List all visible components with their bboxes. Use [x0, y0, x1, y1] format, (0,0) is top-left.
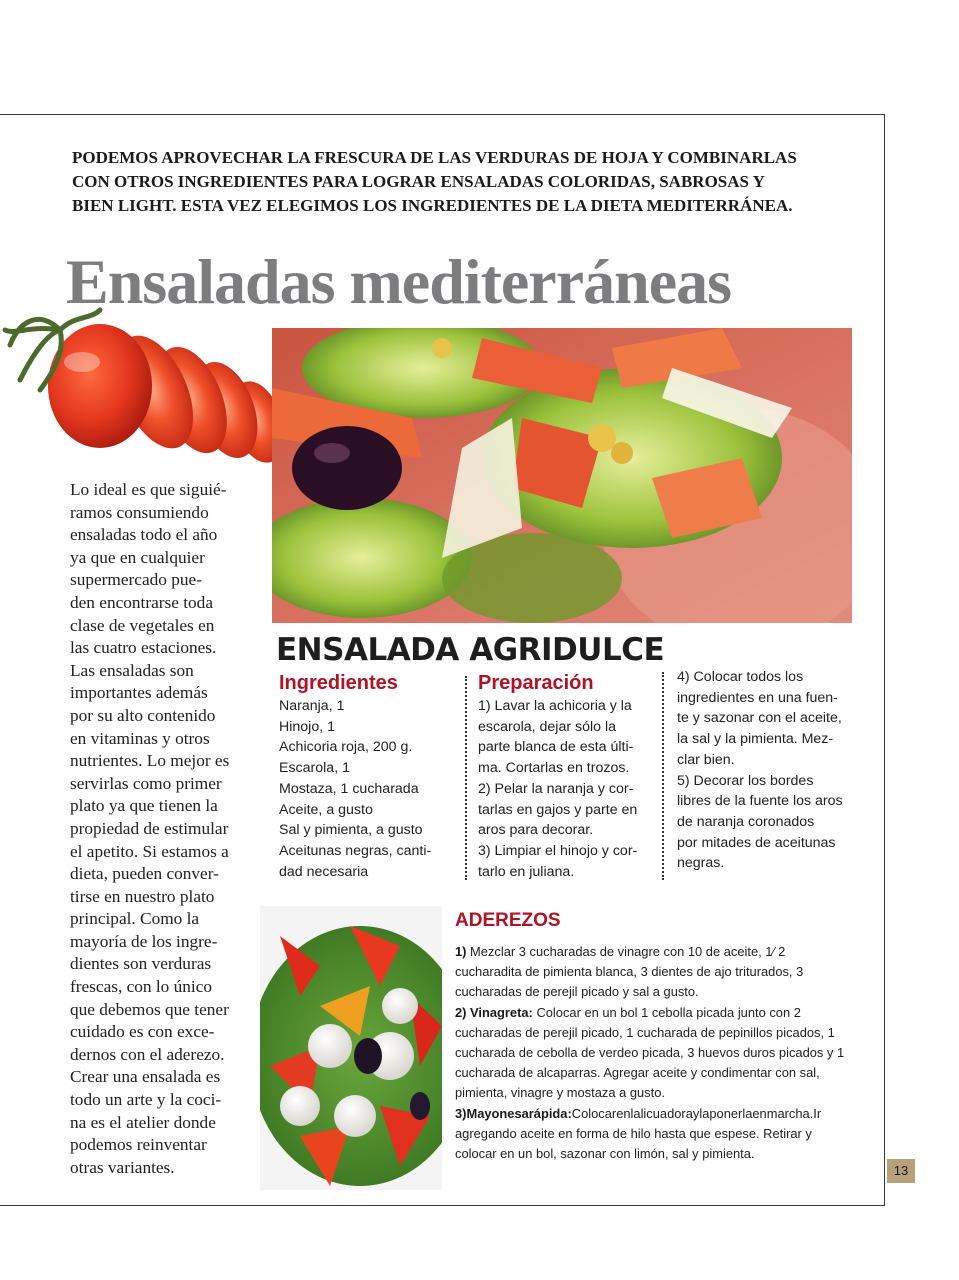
- body-line: propiedad de estimular: [70, 818, 229, 838]
- aderezo-label: 2) Vinagreta:: [455, 1004, 533, 1020]
- aderezo-label: 3)Mayonesarápida:: [455, 1105, 572, 1121]
- ingredients-list: [279, 696, 431, 882]
- body-line: Crear una ensalada es: [70, 1067, 221, 1087]
- body-line: den encontrarse toda: [70, 592, 213, 612]
- body-line: tirse en nuestro plato: [70, 886, 215, 906]
- body-line: importantes además: [70, 683, 208, 703]
- list-item: te y sazonar con el aceite,: [677, 710, 842, 727]
- list-item: tarlas en gajos y parte en: [478, 801, 638, 818]
- list-item: 1) Lavar la achicoria y la: [478, 698, 632, 714]
- list-item: por mitades de aceitunas: [677, 834, 836, 851]
- body-line: dernos con el aderezo.: [70, 1044, 225, 1064]
- body-line: las cuatro estaciones.: [70, 638, 217, 658]
- list-item: tarlo en juliana.: [478, 863, 575, 880]
- body-line: el apetito. Si estamos a: [70, 841, 229, 861]
- ingredients-heading: Ingredientes: [279, 672, 398, 694]
- aderezos-text: [455, 942, 855, 1164]
- article-body: [70, 479, 250, 1179]
- body-line: nutrientes. Lo mejor es: [70, 751, 230, 771]
- list-item: ma. Cortarlas en trozos.: [478, 760, 630, 777]
- body-line: otras variantes.: [70, 1157, 175, 1177]
- body-line: plato ya que tienen la: [70, 796, 218, 816]
- list-item: Escarola, 1: [279, 760, 350, 777]
- body-line: ensaladas todo el año: [70, 525, 218, 545]
- article-intro: PODEMOS APROVECHAR LA FRESCURA DE LAS VERDURAS DE HOJA Y COMBINARLAS CON OTROS INGREDIENTES PARA LOGRAR ENSALADAS COLORIDAS, SABROSAS Y BIEN LIGHT. ESTA VEZ ELEGIMOS LOS INGREDIENTES DE LA DIETA MEDITERRÁNEA.: [72, 148, 797, 215]
- aderezo-text: Colocar en un bol 1 cebolla picada junto con 2 cucharadas de perejil picado, 1 cucharada de pepinillos picados, 1 cucharada de cebolla de verdeo picada, 3 huevos duros picados y 1 cucharada de alcaparras. Agregar aceite y condimentar con sal, pimienta, vinagre y mostaza a gusto.: [455, 1004, 845, 1101]
- body-line: principal. Como la: [70, 909, 200, 929]
- list-item: de naranja coronados: [677, 813, 815, 830]
- body-line: ya que en cualquier: [70, 547, 205, 567]
- body-line: clase de vegetales en: [70, 615, 215, 635]
- list-item: Achicoria roja, 200 g.: [279, 739, 413, 756]
- body-line: Lo ideal es que siguié-: [70, 480, 227, 499]
- body-line: na es el atelier donde: [70, 1112, 216, 1132]
- recipe-title: ENSALADA AGRIDULCE: [276, 632, 665, 668]
- list-item: 4) Colocar todos los: [677, 669, 804, 685]
- list-item: 2) Pelar la naranja y cor-: [478, 780, 634, 797]
- list-item: Hinojo, 1: [279, 718, 335, 735]
- list-item: parte blanca de esta últi-: [478, 739, 634, 756]
- body-line: Las ensaladas son: [70, 660, 194, 680]
- body-line: cuidado es con exce-: [70, 1022, 215, 1042]
- list-item: 5) Decorar los bordes: [677, 772, 814, 789]
- list-item: Aceitunas negras, canti-: [279, 842, 432, 859]
- page-number: 13: [887, 1159, 915, 1183]
- article-title: Ensaladas mediterráneas: [66, 246, 731, 317]
- preparation-steps: [478, 696, 637, 882]
- list-item: Sal y pimienta, a gusto: [279, 822, 423, 839]
- body-line: en vitaminas y otros: [70, 728, 210, 748]
- preparation-heading: Preparación: [478, 672, 594, 694]
- aderezos-heading: ADEREZOS: [455, 910, 561, 931]
- list-item: 3) Limpiar el hinojo y cor-: [478, 842, 638, 859]
- body-line: mayoría de los ingre-: [70, 931, 218, 951]
- body-line: que debemos que tener: [70, 999, 229, 1019]
- list-item: negras.: [677, 855, 725, 872]
- body-line: ramos consumiendo: [70, 502, 209, 522]
- list-item: dad necesaria: [279, 863, 369, 880]
- salad-photo: [272, 328, 852, 623]
- list-item: la sal y la pimienta. Mez-: [677, 731, 834, 748]
- tomato-image: [0, 300, 290, 480]
- list-item: clar bien.: [677, 751, 735, 768]
- body-line: todo un arte y la coci-: [70, 1090, 222, 1110]
- body-line: supermercado pue-: [70, 570, 202, 590]
- list-item: ingredientes en una fuen-: [677, 689, 838, 706]
- list-item: escarola, dejar sólo la: [478, 718, 617, 735]
- caprese-salad-photo: [260, 906, 442, 1190]
- list-item: libres de la fuente los aros: [677, 793, 843, 810]
- column-divider: [662, 672, 664, 880]
- body-line: servirlas como primer: [70, 773, 222, 793]
- list-item: aros para decorar.: [478, 822, 594, 839]
- aderezo-label: 1): [455, 944, 467, 959]
- list-item: Mostaza, 1 cucharada: [279, 780, 419, 797]
- aderezo-text: Colocarenlalicuadoraylaponerlaenmarcha.Ir agregando aceite en forma de hilo hasta que espese. Retirar y colocar en un bol, sazonar con limón, sal y pimienta.: [455, 1105, 822, 1162]
- body-line: frescas, con lo único: [70, 977, 213, 997]
- body-line: dieta, pueden conver-: [70, 864, 219, 884]
- list-item: Naranja, 1: [279, 698, 345, 714]
- column-divider: [465, 676, 467, 880]
- list-item: Aceite, a gusto: [279, 801, 373, 818]
- body-line: dientes son verduras: [70, 954, 212, 974]
- preparation-steps-continued: [677, 667, 843, 874]
- aderezo-text: Mezclar 3 cucharadas de vinagre con 10 de aceite, 1⁄ 2 cucharadita de pimienta blanca, 3 dientes de ajo triturados, 3 cucharadas de perejil picado y sal a gusto.: [455, 944, 804, 1000]
- body-line: por su alto contenido: [70, 705, 216, 725]
- body-line: podemos reinventar: [70, 1135, 207, 1155]
